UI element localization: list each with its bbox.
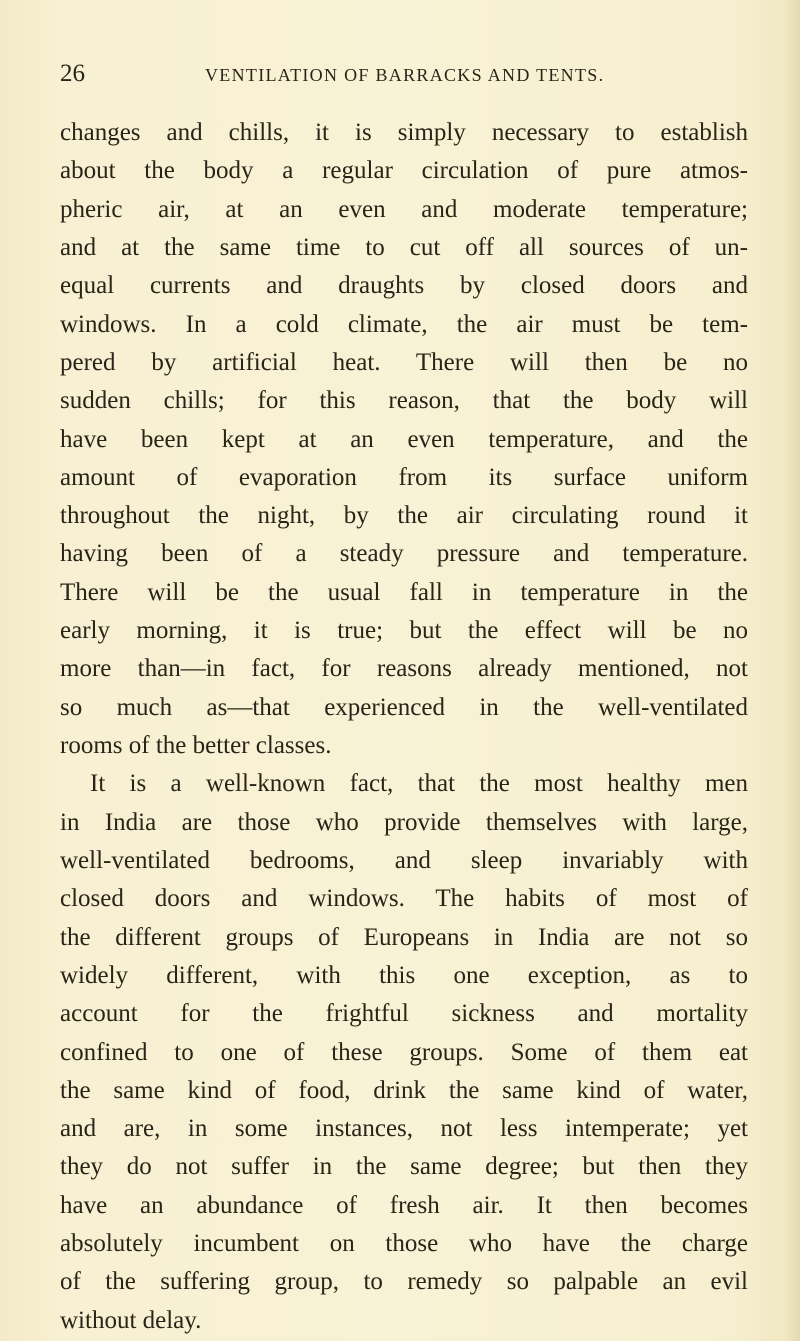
text-line: so much as—that experienced in the well-ventilated — [60, 693, 748, 721]
text-line: well-ventilated bedrooms, and sleep invariably with — [60, 846, 748, 874]
text-line: pered by artificial heat. There will then be no — [60, 348, 748, 376]
text-line: equal currents and draughts by closed doors and — [60, 272, 748, 300]
text-line: early morning, it is true; but the effect will be no — [60, 617, 748, 645]
text-line: they do not suffer in the same degree; but then they — [60, 1153, 748, 1181]
page-number: 26 — [60, 60, 85, 87]
running-title: VENTILATION OF BARRACKS AND TENTS. — [205, 65, 605, 85]
text-line: of the suffering group, to remedy so palpable an evil — [60, 1268, 748, 1296]
text-line: the same kind of food, drink the same kind of water, — [60, 1076, 748, 1104]
text-line: in India are those who provide themselves with large, — [60, 808, 748, 836]
text-line: account for the frightful sickness and mortality — [60, 1000, 748, 1028]
text-line: having been of a steady pressure and temperature. — [60, 540, 748, 568]
text-line: the different groups of Europeans in India are not so — [60, 923, 748, 951]
text-line: throughout the night, by the air circulating round it — [60, 502, 748, 530]
text-line: about the body a regular circulation of pure atmos- — [60, 157, 748, 185]
text-line: pheric air, at an even and moderate temperature; — [60, 195, 748, 223]
paragraph-start-line: It is a well-known fact, that the most healthy men — [90, 770, 748, 798]
text-line: and are, in some instances, not less intemperate; yet — [60, 1115, 748, 1143]
text-line: have an abundance of fresh air. It then becomes — [60, 1191, 748, 1219]
text-line: have been kept at an even temperature, and the — [60, 425, 748, 453]
text-line: amount of evaporation from its surface uniform — [60, 463, 748, 491]
text-line: more than—in fact, for reasons already mentioned, not — [60, 655, 748, 683]
page-header — [60, 58, 750, 90]
text-line: widely different, with this one exception, as to — [60, 961, 748, 989]
text-line: absolutely incumbent on those who have the charge — [60, 1230, 748, 1258]
text-line: confined to one of these groups. Some of them eat — [60, 1038, 748, 1066]
page-edge-shadow — [786, 0, 800, 1341]
text-line: changes and chills, it is simply necessary to establish — [60, 119, 748, 146]
text-line: There will be the usual fall in temperature in the — [60, 578, 748, 606]
text-line: rooms of the better classes. — [60, 732, 332, 759]
text-line: closed doors and windows. The habits of most of — [60, 885, 748, 913]
text-line: windows. In a cold climate, the air must be tem- — [60, 310, 748, 338]
text-line: without delay. — [60, 1306, 202, 1334]
body-text — [60, 114, 748, 1340]
text-line: sudden chills; for this reason, that the body will — [60, 387, 748, 415]
text-line: and at the same time to cut off all sources of un- — [60, 233, 748, 261]
